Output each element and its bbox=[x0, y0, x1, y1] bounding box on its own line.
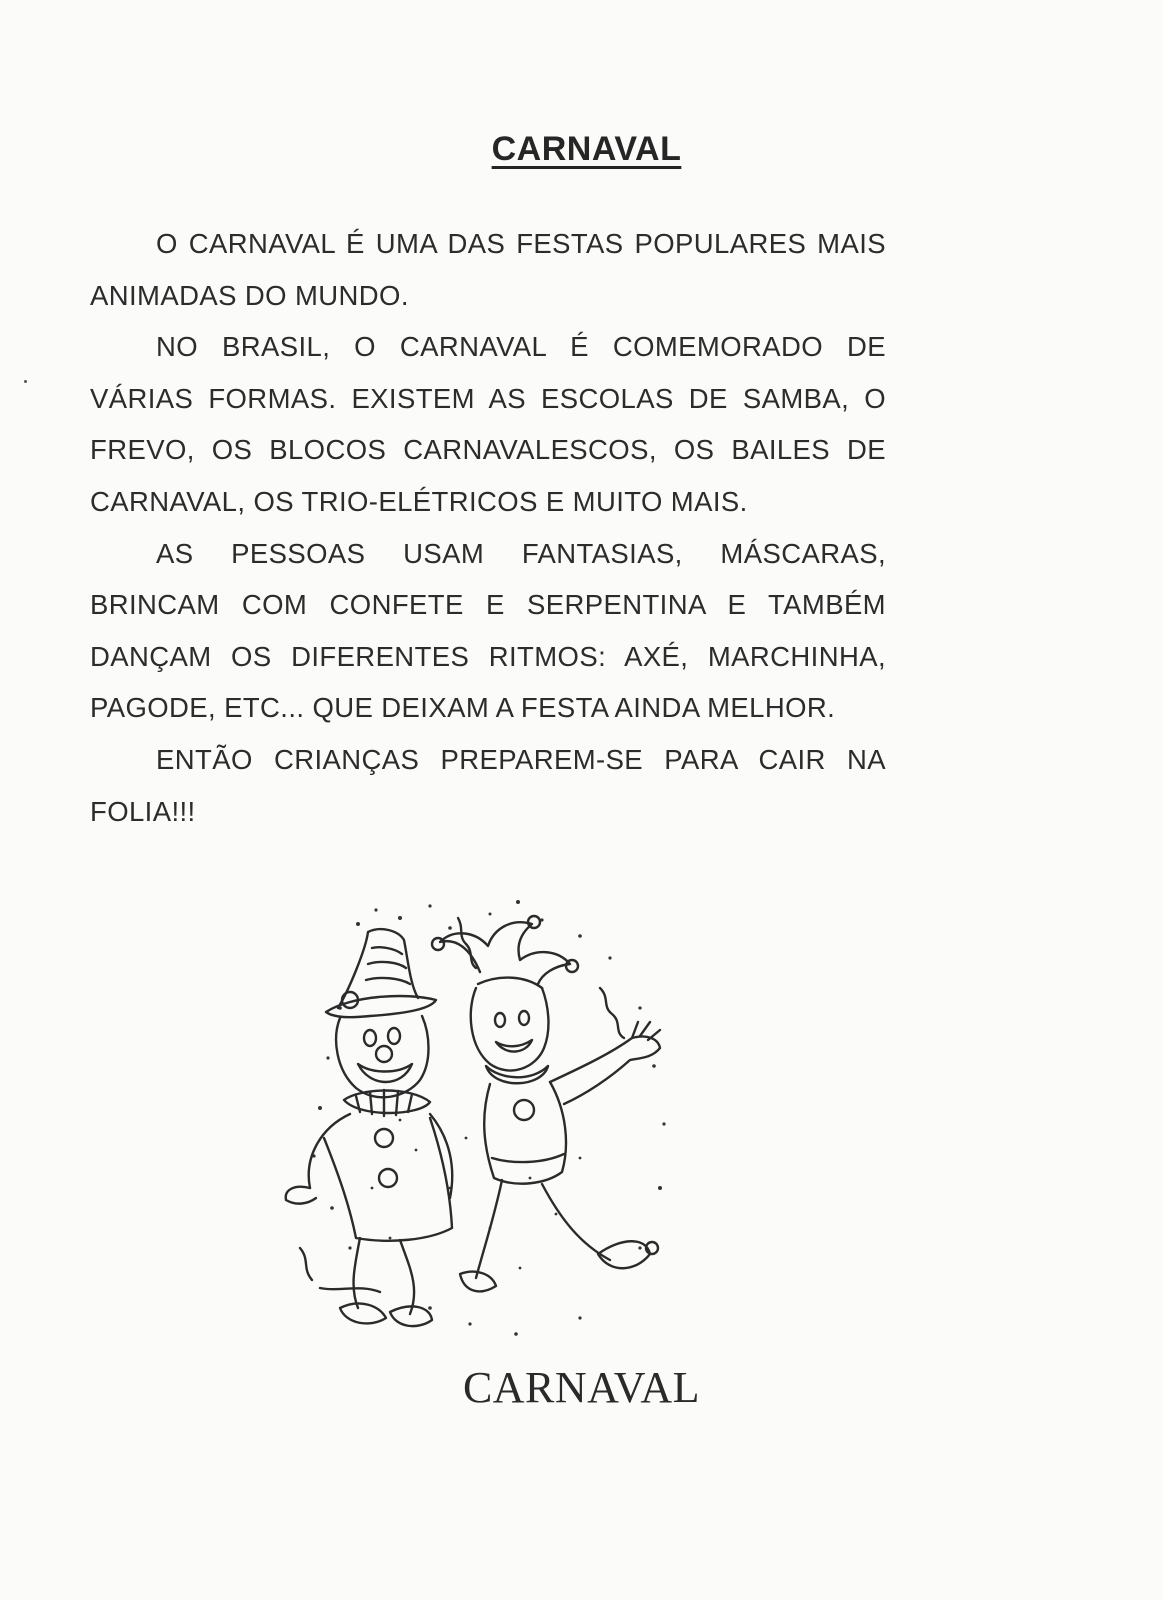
scan-speck bbox=[24, 380, 27, 383]
carnival-clowns-icon bbox=[280, 888, 700, 1348]
paragraph-4: ENTÃO CRIANÇAS PREPAREM-SE PARA CAIR NA FOLIA!!! bbox=[90, 743, 886, 827]
confetti bbox=[312, 900, 665, 1336]
illustration-caption: CARNAVAL bbox=[462, 1363, 701, 1412]
paragraph-2: NO BRASIL, O CARNAVAL É COMEMORADO DE VÁRIAS FORMAS. EXISTEM AS ESCOLAS DE SAMBA, O FREVO, OS BLOCOS CARNAVALESCOS, OS BAILES DE CARNAVAL, OS TRIO-ELÉTRICOS E MUITO MAIS. bbox=[90, 331, 886, 517]
body-text bbox=[90, 218, 886, 837]
paragraph-1: O CARNAVAL É UMA DAS FESTAS POPULARES MAIS ANIMADAS DO MUNDO. bbox=[90, 228, 886, 311]
page-title: CARNAVAL bbox=[491, 130, 682, 168]
paragraph-3: AS PESSOAS USAM FANTASIAS, MÁSCARAS, BRINCAM COM CONFETE E SERPENTINA E TAMBÉM DANÇAM OS DIFERENTES RITMOS: AXÉ, MARCHINHA, PAGODE, ETC... QUE DEIXAM A FESTA AINDA MELHOR. bbox=[90, 537, 886, 724]
